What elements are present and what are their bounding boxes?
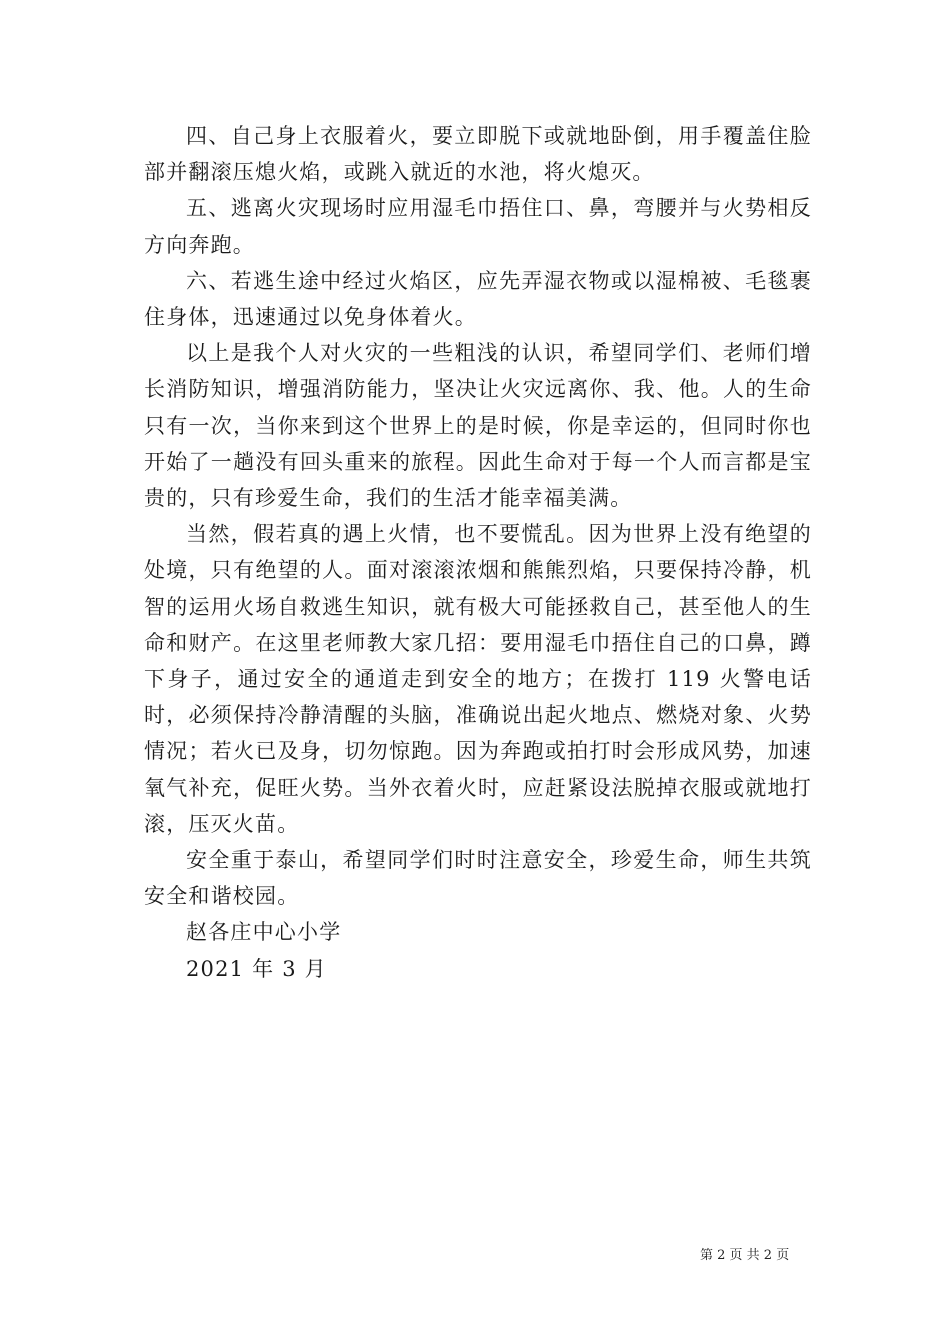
paragraph-reflection: 以上是我个人对火灾的一些粗浅的认识，希望同学们、老师们增长消防知识，增强消防能力，坚决让火灾远离你、我、他。人的生命只有一次，当你来到这个世界上的是时候，你是幸运的，但同时你也开始了一趟没有回头重来的旅程。因此生命对于每一个人而言都是宝贵的，只有珍爱生命，我们的生活才能幸福美满。 xyxy=(144,341,812,511)
paragraph-6: 六、若逃生途中经过火焰区，应先弄湿衣物或以湿棉被、毛毯裹住身体，迅速通过以免身体着火。 xyxy=(144,268,812,330)
signature: 赵各庄中心小学 xyxy=(186,920,342,945)
paragraph-closing: 安全重于泰山，希望同学们时时注意安全，珍爱生命，师生共筑安全和谐校园。 xyxy=(144,848,812,909)
paragraph-4: 四、自己身上衣服着火，要立即脱下或就地卧倒，用手覆盖住脸部并翻滚压熄火焰，或跳入就近的水池，将火熄灭。 xyxy=(144,124,812,185)
paragraph-5: 五、逃离火灾现场时应用湿毛巾捂住口、鼻，弯腰并与火势相反方向奔跑。 xyxy=(144,196,812,257)
paragraph-escape-tips: 当然，假若真的遇上火情，也不要慌乱。因为世界上没有绝望的处境，只有绝望的人。面对滚滚浓烟和熊熊烈焰，只要保持冷静，机智的运用火场自救逃生知识，就有极大可能拯救自己，甚至他人的生命和财产。在这里老师教大家几招：要用湿毛巾捂住自己的口鼻，蹲下身子，通过安全的通道走到安全的地方；在拨打 119 火警电话时，必须保持冷静清醒的头脑，准确说出起火地点、燃烧对象、火势情况；若火已及身，切勿惊跑。因为奔跑或拍打时会形成风势，加速氧气补充，促旺火势。当外衣着火时，应赶紧设法脱掉衣服或就地打滚，压灭火苗。 xyxy=(144,522,812,836)
page-number: 第 2 页 共 2 页 xyxy=(700,1248,790,1263)
document-body xyxy=(144,118,812,987)
date: 2021 年 3 月 xyxy=(186,956,327,981)
